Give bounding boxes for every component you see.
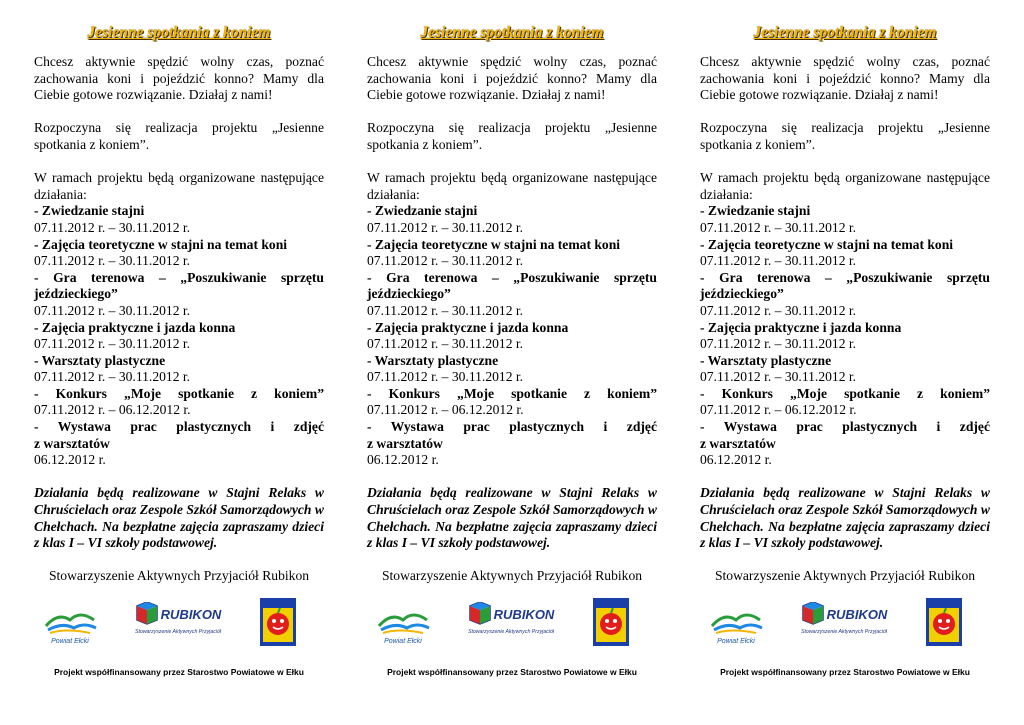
closing-paragraph: Działania będą realizowane w Stajni Relaks w Chruścielach oraz Zespole Szkół Samorządowych w Chełchach. Na bezpłatne zajęcia zapraszamy dzieci z klas I – VI szkoły podstawowej.: [34, 485, 324, 551]
apple-logo: [260, 598, 296, 646]
activity-date: 07.11.2012 r. – 06.12.2012 r.: [367, 402, 524, 418]
rubikon-logo: [797, 602, 892, 646]
svg-text:Stowarzyszenie Aktywnych Przyj: Stowarzyszenie Aktywnych Przyjaciół: [800, 629, 888, 636]
activity-date: 07.11.2012 r. – 30.11.2012 r.: [34, 219, 191, 235]
activity-name: - Zwiedzanie stajni: [700, 203, 811, 219]
activities-intro: W ramach projektu będą organizowane następujące działania:: [34, 170, 324, 202]
intro-paragraph: Chcesz aktywnie spędzić wolny czas, poznać zachowania koni i pojeździć konno? Mamy dla Ciebie gotowe rozwiązanie. Działaj z nami!: [367, 54, 657, 103]
activity-date: 07.11.2012 r. – 30.11.2012 r.: [367, 302, 524, 318]
svg-text:Powiat Ełcki: Powiat Ełcki: [717, 638, 755, 646]
activities-intro: W ramach projektu będą organizowane następujące działania:: [367, 170, 657, 202]
svg-text:Stowarzyszenie Aktywnych Przyj: Stowarzyszenie Aktywnych Przyjaciół: [134, 629, 222, 636]
svg-text:Powiat Ełcki: Powiat Ełcki: [51, 638, 89, 646]
apple-logo: [593, 598, 629, 646]
activities-list: [367, 203, 657, 469]
activity-name: - Gra terenowa – „Poszukiwanie sprzętu: [367, 269, 657, 285]
signature: Stowarzyszenie Aktywnych Przyjaciół Rubikon: [381, 567, 643, 583]
closing-paragraph: Działania będą realizowane w Stajni Relaks w Chruścielach oraz Zespole Szkół Samorządowych w Chełchach. Na bezpłatne zajęcia zapraszamy dzieci z klas I – VI szkoły podstawowej.: [367, 485, 657, 551]
activity-name: - Zajęcia praktyczne i jazda konna: [700, 319, 902, 335]
activity-name: - Zajęcia teoretyczne w stajni na temat koni: [700, 236, 954, 252]
activity-date: 07.11.2012 r. – 30.11.2012 r.: [700, 253, 857, 269]
svg-text:Stowarzyszenie Aktywnych Przyj: Stowarzyszenie Aktywnych Przyjaciół: [467, 629, 555, 636]
project-paragraph: Rozpoczyna się realizacja projektu „Jesienne spotkania z koniem”.: [700, 120, 990, 152]
activity-date: 07.11.2012 r. – 30.11.2012 r.: [34, 253, 191, 269]
project-paragraph: Rozpoczyna się realizacja projektu „Jesienne spotkania z koniem”.: [367, 120, 657, 152]
svg-text:RUBIKON: RUBIKON: [160, 607, 222, 623]
powiat-elcki-logo: [373, 606, 433, 646]
powiat-elcki-logo: [706, 606, 766, 646]
activity-name: z warsztatów: [367, 435, 443, 451]
footer-note: Projekt współfinansowany przez Starostwo Powiatowe w Ełku: [720, 667, 970, 678]
activity-date: 07.11.2012 r. – 30.11.2012 r.: [700, 369, 857, 385]
powiat-elcki-logo: [40, 606, 100, 646]
activity-date: 07.11.2012 r. – 30.11.2012 r.: [367, 336, 524, 352]
leaflet-title: Jesienne spotkania z koniem: [420, 24, 604, 41]
activity-date: 07.11.2012 r. – 30.11.2012 r.: [367, 219, 524, 235]
activity-name: - Warsztaty plastyczne: [34, 352, 166, 368]
footer-note: Projekt współfinansowany przez Starostwo Powiatowe w Ełku: [387, 667, 637, 678]
activity-name: - Konkurs „Moje spotkanie z koniem”: [700, 385, 990, 401]
activity-date: 07.11.2012 r. – 30.11.2012 r.: [367, 253, 524, 269]
svg-text:RUBIKON: RUBIKON: [826, 607, 888, 623]
intro-paragraph: Chcesz aktywnie spędzić wolny czas, poznać zachowania koni i pojeździć konno? Mamy dla Ciebie gotowe rozwiązanie. Działaj z nami!: [700, 54, 990, 103]
activity-date: 07.11.2012 r. – 06.12.2012 r.: [700, 402, 857, 418]
activity-name: - Konkurs „Moje spotkanie z koniem”: [367, 385, 657, 401]
signature: Stowarzyszenie Aktywnych Przyjaciół Rubikon: [48, 567, 310, 583]
activity-name: - Warsztaty plastyczne: [700, 352, 832, 368]
activity-name: - Zajęcia teoretyczne w stajni na temat koni: [367, 236, 621, 252]
rubikon-logo: [131, 602, 226, 646]
leaflet-title: Jesienne spotkania z koniem: [87, 24, 271, 41]
activity-name: - Konkurs „Moje spotkanie z koniem”: [34, 385, 324, 401]
footer-note: Projekt współfinansowany przez Starostwo Powiatowe w Ełku: [54, 667, 304, 678]
activity-date: 06.12.2012 r.: [700, 452, 772, 468]
activity-name: - Zwiedzanie stajni: [34, 203, 145, 219]
signature: Stowarzyszenie Aktywnych Przyjaciół Rubikon: [714, 567, 976, 583]
logos-row: [367, 602, 657, 654]
project-paragraph: Rozpoczyna się realizacja projektu „Jesienne spotkania z koniem”.: [34, 120, 324, 152]
leaflet-column-1: [34, 24, 324, 681]
activity-name: jeździeckiego”: [34, 286, 118, 302]
rubikon-logo: [464, 602, 559, 646]
activity-name: jeździeckiego”: [367, 286, 451, 302]
activities-intro: W ramach projektu będą organizowane następujące działania:: [700, 170, 990, 202]
apple-logo: [926, 598, 962, 646]
logos-row: [34, 602, 324, 654]
activity-date: 07.11.2012 r. – 30.11.2012 r.: [34, 369, 191, 385]
activity-date: 06.12.2012 r.: [367, 452, 439, 468]
activity-name: - Gra terenowa – „Poszukiwanie sprzętu: [700, 269, 990, 285]
logos-row: [700, 602, 990, 654]
activity-date: 07.11.2012 r. – 30.11.2012 r.: [700, 219, 857, 235]
leaflet-column-3: [700, 24, 990, 681]
activity-name: - Wystawa prac plastycznych i zdjęć: [34, 419, 324, 435]
activity-name: z warsztatów: [34, 435, 110, 451]
leaflet-column-2: [367, 24, 657, 681]
activity-date: 07.11.2012 r. – 06.12.2012 r.: [34, 402, 191, 418]
activity-name: - Warsztaty plastyczne: [367, 352, 499, 368]
activity-date: 07.11.2012 r. – 30.11.2012 r.: [34, 336, 191, 352]
svg-text:Powiat Ełcki: Powiat Ełcki: [384, 638, 422, 646]
activities-list: [700, 203, 990, 469]
activity-date: 07.11.2012 r. – 30.11.2012 r.: [700, 302, 857, 318]
activity-date: 07.11.2012 r. – 30.11.2012 r.: [700, 336, 857, 352]
activity-date: 06.12.2012 r.: [34, 452, 106, 468]
activities-list: [34, 203, 324, 469]
activity-name: - Zajęcia praktyczne i jazda konna: [34, 319, 236, 335]
activity-name: jeździeckiego”: [700, 286, 784, 302]
activity-date: 07.11.2012 r. – 30.11.2012 r.: [34, 302, 191, 318]
closing-paragraph: Działania będą realizowane w Stajni Relaks w Chruścielach oraz Zespole Szkół Samorządowych w Chełchach. Na bezpłatne zajęcia zapraszamy dzieci z klas I – VI szkoły podstawowej.: [700, 485, 990, 551]
activity-name: - Zwiedzanie stajni: [367, 203, 478, 219]
activity-name: - Wystawa prac plastycznych i zdjęć: [367, 419, 657, 435]
activity-date: 07.11.2012 r. – 30.11.2012 r.: [367, 369, 524, 385]
activity-name: - Gra terenowa – „Poszukiwanie sprzętu: [34, 269, 324, 285]
activity-name: z warsztatów: [700, 435, 776, 451]
svg-text:RUBIKON: RUBIKON: [493, 607, 555, 623]
activity-name: - Zajęcia praktyczne i jazda konna: [367, 319, 569, 335]
activity-name: - Wystawa prac plastycznych i zdjęć: [700, 419, 990, 435]
leaflet-title: Jesienne spotkania z koniem: [753, 24, 937, 41]
intro-paragraph: Chcesz aktywnie spędzić wolny czas, poznać zachowania koni i pojeździć konno? Mamy dla Ciebie gotowe rozwiązanie. Działaj z nami!: [34, 54, 324, 103]
activity-name: - Zajęcia teoretyczne w stajni na temat koni: [34, 236, 288, 252]
